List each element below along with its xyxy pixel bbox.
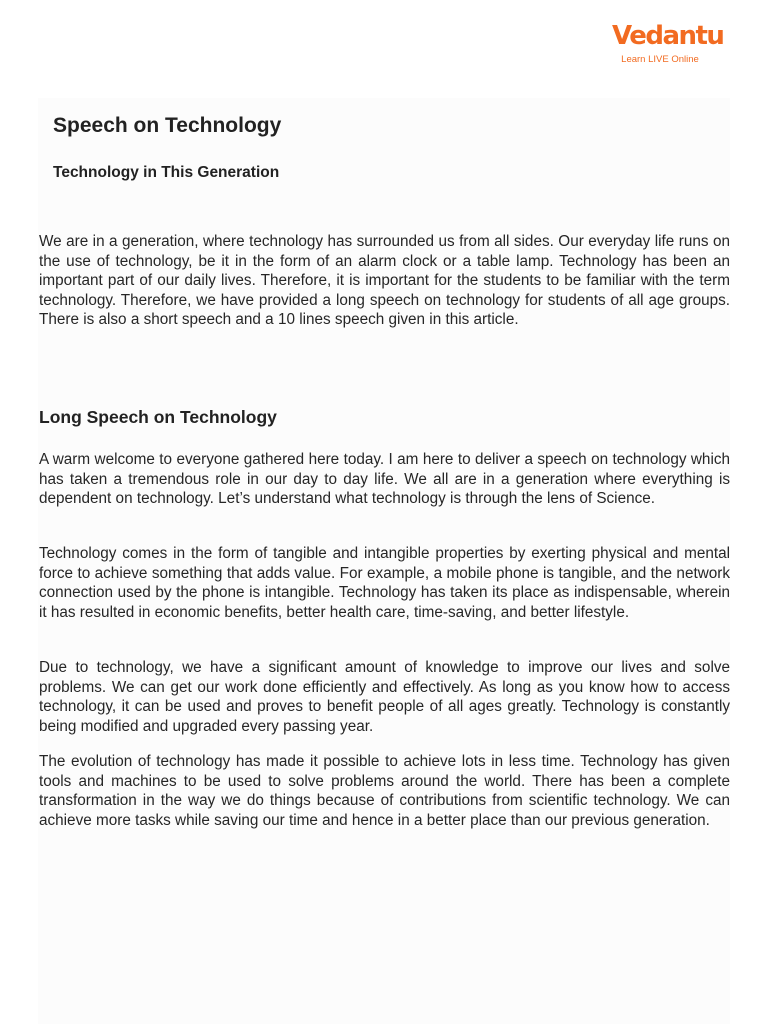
section-heading-long-speech: Long Speech on Technology	[39, 407, 277, 427]
document-subtitle: Technology in This Generation	[53, 164, 280, 181]
document-title: Speech on Technology	[53, 114, 282, 137]
speech-paragraph-3: Due to technology, we have a significant amount of knowledge to improve our lives and solve problems. We can get our work done efficiently and effectively. As long as you know how to access technology, it can be used and proves to benefit people of all ages greatly. Technology is constantly being modified and upgraded every passing year.	[39, 659, 730, 735]
vedantu-logo	[612, 20, 724, 72]
speech-paragraph-4: The evolution of technology has made it possible to achieve lots in less time. Technology has given tools and machines to be used to solve problems around the world. There has been a complete transformation in the way we do things because of contributions from scientific technology. We can achieve more tasks while saving our time and hence in a better place than our previous generation.	[39, 753, 730, 829]
intro-paragraph: We are in a generation, where technology has surrounded us from all sides. Our everyday life runs on the use of technology, be it in the form of an alarm clock or a table lamp. Technology has been an important part of our daily lives. Therefore, it is important for the students to be familiar with the term technology. Therefore, we have provided a long speech on technology for students of all age groups. There is also a short speech and a 10 lines speech given in this article.	[39, 233, 730, 329]
speech-paragraph-1: A warm welcome to everyone gathered here today. I am here to deliver a speech on technology which has taken a tremendous role in our day to day life. We all are in a generation where everything is dependent on technology. Let’s understand what technology is through the lens of Science.	[39, 451, 730, 508]
logo-wordmark: Vedantu	[612, 21, 724, 51]
logo-tagline: Learn LIVE Online	[621, 54, 699, 65]
speech-paragraph-2: Technology comes in the form of tangible and intangible properties by exerting physical and mental force to achieve something that adds value. For example, a mobile phone is tangible, and the network connection used by the phone is intangible. Technology has taken its place as indispensable, wherein it has resulted in economic benefits, better health care, time-saving, and better lifestyle.	[39, 545, 730, 621]
